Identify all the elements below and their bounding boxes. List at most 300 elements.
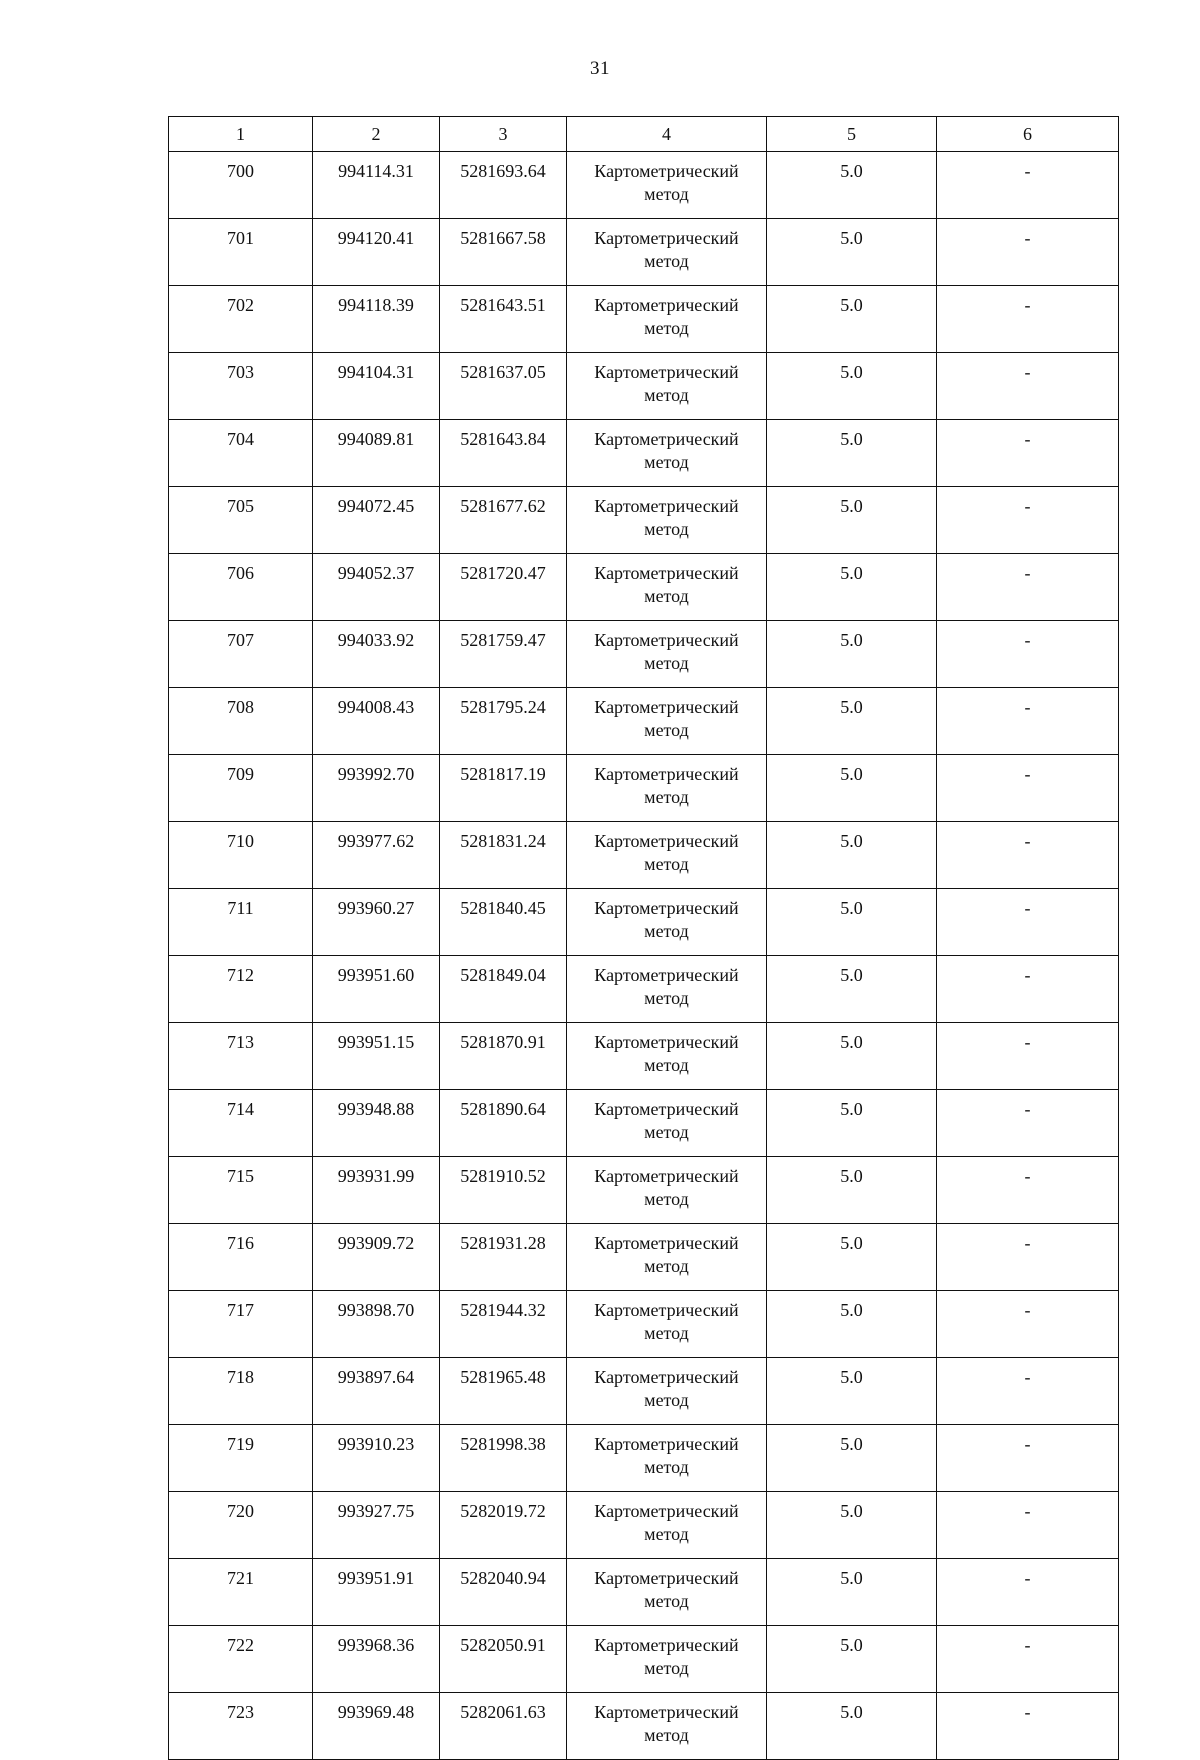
note-cell <box>937 1157 1119 1224</box>
y-coordinate-text: 5281677.62 <box>460 496 546 516</box>
note-cell <box>937 1425 1119 1492</box>
note-cell <box>937 956 1119 1023</box>
y-coordinate-cell <box>440 1693 567 1760</box>
x-coordinate-text: 993951.91 <box>337 1568 415 1588</box>
y-coordinate-text: 5281759.47 <box>460 630 546 650</box>
accuracy-cell <box>767 956 937 1023</box>
y-coordinate-text: 5281667.58 <box>460 228 546 248</box>
x-coordinate-text: 993968.36 <box>337 1635 415 1655</box>
note-cell <box>937 1224 1119 1291</box>
note-text: - <box>1024 898 1031 918</box>
table-row <box>169 1023 1119 1090</box>
note-text: - <box>1024 1367 1031 1387</box>
point-number-cell <box>169 1291 313 1358</box>
x-coordinate-cell <box>313 487 440 554</box>
point-number-text: 708 <box>227 697 254 717</box>
note-cell <box>937 1626 1119 1693</box>
note-text: - <box>1024 1032 1031 1052</box>
accuracy-text: 5.0 <box>840 697 863 717</box>
point-number-text: 701 <box>227 228 254 248</box>
method-cell <box>567 1425 767 1492</box>
y-coordinate-text: 5281831.24 <box>460 831 546 851</box>
x-coordinate-cell <box>313 353 440 420</box>
point-number-cell <box>169 1626 313 1693</box>
y-coordinate-cell <box>440 554 567 621</box>
method-cell <box>567 755 767 822</box>
accuracy-text: 5.0 <box>840 1300 863 1320</box>
x-coordinate-text: 994114.31 <box>338 161 414 181</box>
y-coordinate-cell <box>440 487 567 554</box>
y-coordinate-text: 5281965.48 <box>460 1367 546 1387</box>
method-text: Картометрический метод <box>594 228 739 271</box>
x-coordinate-text: 994089.81 <box>337 429 415 449</box>
table-row <box>169 822 1119 889</box>
x-coordinate-cell <box>313 420 440 487</box>
accuracy-text: 5.0 <box>840 1166 863 1186</box>
x-coordinate-text: 993948.88 <box>337 1099 415 1119</box>
y-coordinate-text: 5281931.28 <box>460 1233 546 1253</box>
note-cell <box>937 621 1119 688</box>
method-text: Картометрический метод <box>594 1166 739 1209</box>
accuracy-cell <box>767 1425 937 1492</box>
x-coordinate-cell <box>313 822 440 889</box>
point-number-text: 716 <box>227 1233 254 1253</box>
y-coordinate-cell <box>440 1023 567 1090</box>
method-cell <box>567 1291 767 1358</box>
y-coordinate-cell <box>440 956 567 1023</box>
y-coordinate-text: 5281890.64 <box>460 1099 546 1119</box>
x-coordinate-text: 993910.23 <box>337 1434 415 1454</box>
table-row <box>169 889 1119 956</box>
header-cell-1: 1 <box>169 117 313 152</box>
accuracy-text: 5.0 <box>840 496 863 516</box>
accuracy-text: 5.0 <box>840 1032 863 1052</box>
x-coordinate-cell <box>313 956 440 1023</box>
point-number-text: 723 <box>227 1702 254 1722</box>
x-coordinate-text: 993898.70 <box>337 1300 415 1320</box>
method-cell <box>567 219 767 286</box>
method-cell <box>567 1157 767 1224</box>
method-text: Картометрический метод <box>594 1032 739 1075</box>
table-row <box>169 1090 1119 1157</box>
table-row <box>169 487 1119 554</box>
accuracy-text: 5.0 <box>840 1099 863 1119</box>
x-coordinate-cell <box>313 1023 440 1090</box>
note-cell <box>937 219 1119 286</box>
x-coordinate-text: 994008.43 <box>337 697 415 717</box>
accuracy-cell <box>767 420 937 487</box>
table-row <box>169 1291 1119 1358</box>
method-text: Картометрический метод <box>594 1233 739 1276</box>
y-coordinate-text: 5281998.38 <box>460 1434 546 1454</box>
method-cell <box>567 1492 767 1559</box>
accuracy-cell <box>767 1358 937 1425</box>
note-cell <box>937 554 1119 621</box>
accuracy-text: 5.0 <box>840 429 863 449</box>
y-coordinate-cell <box>440 1291 567 1358</box>
note-text: - <box>1024 161 1031 181</box>
point-number-cell <box>169 219 313 286</box>
y-coordinate-cell <box>440 688 567 755</box>
method-cell <box>567 889 767 956</box>
accuracy-cell <box>767 889 937 956</box>
method-cell <box>567 822 767 889</box>
method-text: Картометрический метод <box>594 1434 739 1477</box>
method-cell <box>567 688 767 755</box>
x-coordinate-text: 993960.27 <box>337 898 415 918</box>
x-coordinate-cell <box>313 1626 440 1693</box>
method-cell <box>567 420 767 487</box>
x-coordinate-text: 993931.99 <box>337 1166 415 1186</box>
x-coordinate-cell <box>313 1291 440 1358</box>
x-coordinate-text: 994052.37 <box>337 563 415 583</box>
accuracy-text: 5.0 <box>840 1635 863 1655</box>
note-cell <box>937 688 1119 755</box>
method-cell <box>567 353 767 420</box>
accuracy-cell <box>767 1224 937 1291</box>
point-number-cell <box>169 1224 313 1291</box>
point-number-cell <box>169 152 313 219</box>
note-cell <box>937 1559 1119 1626</box>
point-number-text: 709 <box>227 764 254 784</box>
accuracy-cell <box>767 1559 937 1626</box>
method-cell <box>567 286 767 353</box>
point-number-cell <box>169 1492 313 1559</box>
note-cell <box>937 420 1119 487</box>
accuracy-cell <box>767 688 937 755</box>
x-coordinate-text: 993992.70 <box>337 764 415 784</box>
accuracy-cell <box>767 1693 937 1760</box>
accuracy-text: 5.0 <box>840 1434 863 1454</box>
x-coordinate-cell <box>313 1492 440 1559</box>
method-text: Картометрический метод <box>594 563 739 606</box>
method-text: Картометрический метод <box>594 898 739 941</box>
accuracy-text: 5.0 <box>840 898 863 918</box>
method-text: Картометрический метод <box>594 1635 739 1678</box>
point-number-cell <box>169 1023 313 1090</box>
note-text: - <box>1024 1233 1031 1253</box>
accuracy-text: 5.0 <box>840 1702 863 1722</box>
note-cell <box>937 487 1119 554</box>
table-row <box>169 152 1119 219</box>
point-number-text: 703 <box>227 362 254 382</box>
table-row <box>169 1693 1119 1760</box>
point-number-text: 721 <box>227 1568 254 1588</box>
point-number-text: 712 <box>227 965 254 985</box>
note-cell <box>937 1693 1119 1760</box>
y-coordinate-cell <box>440 152 567 219</box>
accuracy-cell <box>767 1492 937 1559</box>
method-text: Картометрический метод <box>594 697 739 740</box>
y-coordinate-text: 5281720.47 <box>460 563 546 583</box>
x-coordinate-text: 993897.64 <box>337 1367 415 1387</box>
note-cell <box>937 889 1119 956</box>
y-coordinate-text: 5281637.05 <box>460 362 546 382</box>
x-coordinate-text: 994104.31 <box>337 362 415 382</box>
method-cell <box>567 1358 767 1425</box>
accuracy-text: 5.0 <box>840 1367 863 1387</box>
accuracy-cell <box>767 554 937 621</box>
y-coordinate-text: 5281643.51 <box>460 295 546 315</box>
method-text: Картометрический метод <box>594 362 739 405</box>
table-row <box>169 353 1119 420</box>
x-coordinate-text: 993977.62 <box>337 831 415 851</box>
accuracy-text: 5.0 <box>840 831 863 851</box>
y-coordinate-text: 5281849.04 <box>460 965 546 985</box>
accuracy-cell <box>767 219 937 286</box>
table-row <box>169 956 1119 1023</box>
note-cell <box>937 1090 1119 1157</box>
note-text: - <box>1024 630 1031 650</box>
point-number-cell <box>169 889 313 956</box>
method-text: Картометрический метод <box>594 764 739 807</box>
table-row <box>169 219 1119 286</box>
coordinates-table <box>168 116 1119 1760</box>
method-text: Картометрический метод <box>594 161 739 204</box>
accuracy-text: 5.0 <box>840 1568 863 1588</box>
note-cell <box>937 1358 1119 1425</box>
accuracy-text: 5.0 <box>840 965 863 985</box>
y-coordinate-cell <box>440 1425 567 1492</box>
point-number-cell <box>169 1559 313 1626</box>
note-cell <box>937 152 1119 219</box>
x-coordinate-text: 993909.72 <box>337 1233 415 1253</box>
point-number-text: 702 <box>227 295 254 315</box>
method-cell <box>567 1559 767 1626</box>
y-coordinate-text: 5282061.63 <box>460 1702 546 1722</box>
x-coordinate-text: 993951.15 <box>337 1032 415 1052</box>
note-text: - <box>1024 1635 1031 1655</box>
x-coordinate-cell <box>313 1358 440 1425</box>
accuracy-text: 5.0 <box>840 563 863 583</box>
y-coordinate-cell <box>440 822 567 889</box>
note-text: - <box>1024 496 1031 516</box>
note-text: - <box>1024 697 1031 717</box>
method-text: Картометрический метод <box>594 1300 739 1343</box>
x-coordinate-text: 993951.60 <box>337 965 415 985</box>
x-coordinate-cell <box>313 755 440 822</box>
y-coordinate-cell <box>440 1157 567 1224</box>
note-text: - <box>1024 563 1031 583</box>
accuracy-text: 5.0 <box>840 1501 863 1521</box>
x-coordinate-cell <box>313 554 440 621</box>
table-row <box>169 688 1119 755</box>
method-text: Картометрический метод <box>594 1501 739 1544</box>
note-cell <box>937 822 1119 889</box>
point-number-cell <box>169 420 313 487</box>
note-text: - <box>1024 1501 1031 1521</box>
table-row <box>169 420 1119 487</box>
point-number-text: 718 <box>227 1367 254 1387</box>
accuracy-cell <box>767 822 937 889</box>
y-coordinate-cell <box>440 219 567 286</box>
note-cell <box>937 1291 1119 1358</box>
note-cell <box>937 1492 1119 1559</box>
y-coordinate-cell <box>440 1358 567 1425</box>
accuracy-text: 5.0 <box>840 764 863 784</box>
point-number-text: 704 <box>227 429 254 449</box>
table-row <box>169 621 1119 688</box>
method-text: Картометрический метод <box>594 1568 739 1611</box>
method-cell <box>567 1090 767 1157</box>
method-cell <box>567 152 767 219</box>
point-number-cell <box>169 688 313 755</box>
table-row <box>169 1157 1119 1224</box>
point-number-cell <box>169 621 313 688</box>
x-coordinate-text: 994072.45 <box>337 496 415 516</box>
y-coordinate-cell <box>440 889 567 956</box>
note-text: - <box>1024 1099 1031 1119</box>
method-text: Картометрический метод <box>594 1702 739 1745</box>
note-text: - <box>1024 1166 1031 1186</box>
point-number-cell <box>169 956 313 1023</box>
y-coordinate-cell <box>440 1626 567 1693</box>
x-coordinate-text: 994033.92 <box>337 630 415 650</box>
table-row <box>169 1492 1119 1559</box>
y-coordinate-text: 5282019.72 <box>460 1501 546 1521</box>
point-number-text: 715 <box>227 1166 254 1186</box>
note-text: - <box>1024 295 1031 315</box>
table-body <box>169 152 1119 1760</box>
x-coordinate-cell <box>313 286 440 353</box>
accuracy-text: 5.0 <box>840 161 863 181</box>
y-coordinate-cell <box>440 1090 567 1157</box>
accuracy-text: 5.0 <box>840 362 863 382</box>
accuracy-text: 5.0 <box>840 228 863 248</box>
y-coordinate-text: 5281944.32 <box>460 1300 546 1320</box>
method-text: Картометрический метод <box>594 831 739 874</box>
note-cell <box>937 353 1119 420</box>
y-coordinate-cell <box>440 353 567 420</box>
note-text: - <box>1024 965 1031 985</box>
table-header-row <box>169 117 1119 152</box>
y-coordinate-text: 5281643.84 <box>460 429 546 449</box>
point-number-text: 700 <box>227 161 254 181</box>
point-number-text: 710 <box>227 831 254 851</box>
note-text: - <box>1024 1300 1031 1320</box>
x-coordinate-text: 993927.75 <box>337 1501 415 1521</box>
method-cell <box>567 487 767 554</box>
accuracy-cell <box>767 286 937 353</box>
table-row <box>169 1224 1119 1291</box>
point-number-cell <box>169 353 313 420</box>
accuracy-cell <box>767 1626 937 1693</box>
method-text: Картометрический метод <box>594 1367 739 1410</box>
note-text: - <box>1024 228 1031 248</box>
y-coordinate-cell <box>440 755 567 822</box>
header-cell-3: 3 <box>440 117 567 152</box>
x-coordinate-text: 994120.41 <box>337 228 415 248</box>
x-coordinate-cell <box>313 889 440 956</box>
point-number-text: 719 <box>227 1434 254 1454</box>
point-number-text: 720 <box>227 1501 254 1521</box>
y-coordinate-text: 5281693.64 <box>460 161 546 181</box>
point-number-cell <box>169 1358 313 1425</box>
x-coordinate-text: 993969.48 <box>337 1702 415 1722</box>
page-number: 31 <box>590 58 610 79</box>
y-coordinate-text: 5282040.94 <box>460 1568 546 1588</box>
table-row <box>169 286 1119 353</box>
point-number-text: 717 <box>227 1300 254 1320</box>
method-cell <box>567 554 767 621</box>
y-coordinate-cell <box>440 1492 567 1559</box>
header-cell-4: 4 <box>567 117 767 152</box>
x-coordinate-cell <box>313 1224 440 1291</box>
table-row <box>169 554 1119 621</box>
x-coordinate-cell <box>313 1157 440 1224</box>
note-text: - <box>1024 764 1031 784</box>
point-number-text: 714 <box>227 1099 254 1119</box>
point-number-cell <box>169 822 313 889</box>
accuracy-cell <box>767 1090 937 1157</box>
accuracy-cell <box>767 1023 937 1090</box>
y-coordinate-cell <box>440 420 567 487</box>
note-cell <box>937 286 1119 353</box>
accuracy-cell <box>767 487 937 554</box>
point-number-text: 722 <box>227 1635 254 1655</box>
method-cell <box>567 1626 767 1693</box>
x-coordinate-text: 994118.39 <box>338 295 414 315</box>
note-text: - <box>1024 1702 1031 1722</box>
accuracy-cell <box>767 152 937 219</box>
point-number-text: 713 <box>227 1032 254 1052</box>
method-cell <box>567 1693 767 1760</box>
header-cell-6: 6 <box>937 117 1119 152</box>
y-coordinate-text: 5281795.24 <box>460 697 546 717</box>
method-text: Картометрический метод <box>594 1099 739 1142</box>
accuracy-text: 5.0 <box>840 630 863 650</box>
x-coordinate-cell <box>313 1693 440 1760</box>
method-text: Картометрический метод <box>594 429 739 472</box>
method-text: Картометрический метод <box>594 295 739 338</box>
accuracy-text: 5.0 <box>840 295 863 315</box>
method-cell <box>567 956 767 1023</box>
x-coordinate-cell <box>313 219 440 286</box>
y-coordinate-cell <box>440 1559 567 1626</box>
note-cell <box>937 755 1119 822</box>
method-text: Картометрический метод <box>594 496 739 539</box>
point-number-cell <box>169 487 313 554</box>
accuracy-cell <box>767 621 937 688</box>
y-coordinate-cell <box>440 621 567 688</box>
x-coordinate-cell <box>313 1090 440 1157</box>
note-text: - <box>1024 1568 1031 1588</box>
point-number-cell <box>169 1090 313 1157</box>
method-cell <box>567 1023 767 1090</box>
x-coordinate-cell <box>313 1425 440 1492</box>
point-number-cell <box>169 286 313 353</box>
header-cell-5: 5 <box>767 117 937 152</box>
point-number-cell <box>169 1425 313 1492</box>
point-number-text: 706 <box>227 563 254 583</box>
header-cell-2: 2 <box>313 117 440 152</box>
y-coordinate-text: 5281817.19 <box>460 764 546 784</box>
method-cell <box>567 621 767 688</box>
point-number-text: 707 <box>227 630 254 650</box>
y-coordinate-cell <box>440 1224 567 1291</box>
table-row <box>169 1559 1119 1626</box>
method-text: Картометрический метод <box>594 630 739 673</box>
note-text: - <box>1024 362 1031 382</box>
y-coordinate-text: 5282050.91 <box>460 1635 546 1655</box>
table-row <box>169 1358 1119 1425</box>
method-text: Картометрический метод <box>594 965 739 1008</box>
table-row <box>169 755 1119 822</box>
accuracy-cell <box>767 755 937 822</box>
x-coordinate-cell <box>313 688 440 755</box>
accuracy-cell <box>767 1291 937 1358</box>
y-coordinate-text: 5281870.91 <box>460 1032 546 1052</box>
